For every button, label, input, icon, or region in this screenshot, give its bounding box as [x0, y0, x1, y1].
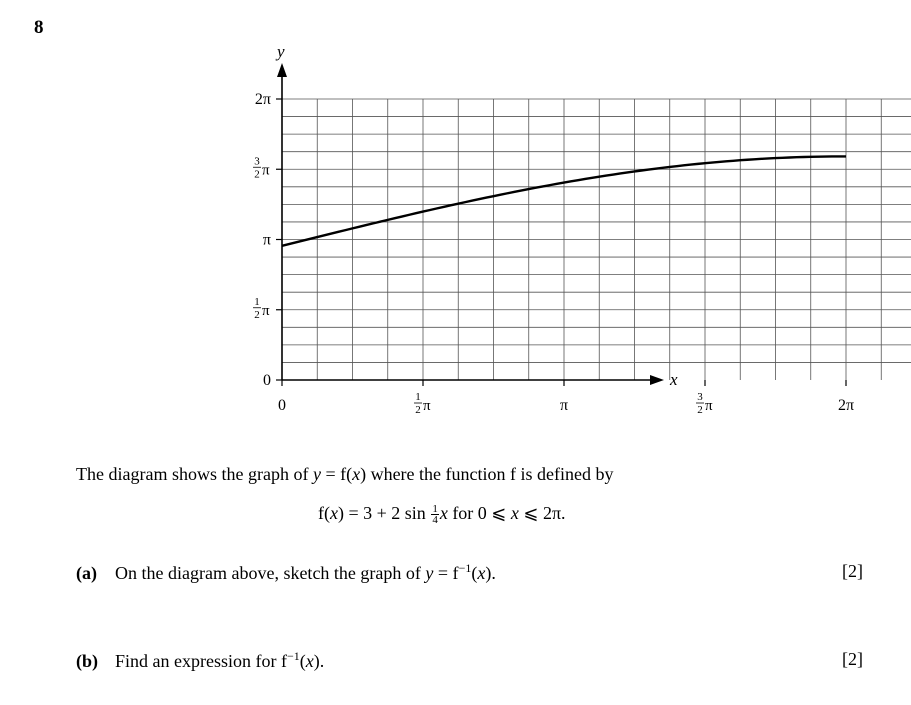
formula-fraction	[431, 504, 439, 525]
part-b-var-x: x	[305, 651, 314, 671]
axes	[277, 63, 664, 385]
x-axis-arrow	[650, 375, 664, 385]
part-a-eq: = f	[433, 563, 459, 583]
x-axis-label: x	[670, 370, 678, 389]
y-tick-label-num: 3	[254, 155, 260, 168]
part-a-inverse-sup: −1	[458, 561, 472, 575]
x-tick-label-pi: π	[705, 398, 713, 414]
y-tick-label-text: 0	[263, 372, 271, 389]
intro-text-1: The diagram shows the graph of	[76, 464, 313, 484]
y-tick-label-num: 1	[254, 295, 260, 308]
x-tick-label-den: 2	[697, 404, 703, 416]
y-tick-label	[255, 91, 271, 108]
y-tick-label-text: π	[262, 231, 271, 249]
x-tick-label-text: 2π	[837, 397, 855, 414]
grid-lines	[282, 99, 911, 380]
y-axis-arrow	[277, 63, 287, 77]
y-tick-label	[263, 372, 271, 389]
y-tick-label-pi: π	[262, 162, 270, 179]
part-b-inverse-sup: −1	[286, 649, 300, 663]
x-tick-label	[696, 391, 713, 416]
part-a-var-x: x	[477, 563, 486, 583]
part-b-marks: [2]	[842, 649, 863, 669]
y-tick-label	[253, 296, 270, 321]
y-tick-label-den: 2	[254, 168, 260, 181]
formula-for: for 0 ⩽	[447, 503, 511, 523]
part-a	[76, 561, 496, 584]
y-tick-label	[253, 155, 270, 180]
x-tick-label	[414, 391, 431, 416]
part-b	[76, 649, 324, 672]
part-a-close: ).	[485, 563, 496, 583]
intro-text-2: ) where the function f is defined by	[360, 464, 614, 484]
formula-mid: ) = 3 + 2 sin	[338, 503, 431, 523]
x-tick-label-text: π	[559, 397, 569, 414]
formula-end: ⩽ 2π.	[518, 503, 566, 523]
part-b-text: Find an expression for f	[115, 651, 287, 671]
x-tick-label-pi: π	[423, 398, 431, 414]
y-tick-label-pi: π	[262, 302, 270, 319]
y-tick-label	[263, 232, 271, 249]
x-tick-label-text: 0	[278, 397, 286, 414]
x-tick-label-den: 2	[415, 404, 421, 416]
tick-marks	[276, 99, 911, 386]
x-tick-label	[560, 397, 568, 414]
formula-x1: x	[330, 503, 338, 523]
x-tick-label-num: 3	[697, 391, 703, 403]
part-a-marks: [2]	[842, 561, 863, 581]
intro-var-x: x	[352, 464, 361, 484]
x-tick-label	[278, 397, 286, 414]
y-tick-label-den: 2	[254, 308, 260, 321]
y-tick-label-text: 2π	[254, 91, 271, 108]
question-number: 8	[34, 17, 44, 38]
intro-text	[76, 464, 614, 485]
part-a-open: (	[471, 563, 478, 583]
part-a-label: (a)	[76, 563, 97, 583]
part-a-var-y: y	[425, 563, 434, 583]
part-b-open: (	[299, 651, 306, 671]
formula-frac-num: 1	[432, 503, 438, 516]
formula-frac-den: 4	[432, 514, 438, 527]
formula-x3: x	[510, 503, 519, 523]
y-axis-label: y	[277, 42, 285, 61]
formula-x2: x	[439, 503, 448, 523]
part-b-close: ).	[313, 651, 325, 671]
part-b-label: (b)	[76, 651, 98, 671]
x-tick-label-num: 1	[415, 391, 421, 403]
formula-f: f(	[318, 503, 330, 523]
intro-var-y: y	[312, 464, 321, 484]
function-definition	[318, 503, 566, 525]
part-a-text: On the diagram above, sketch the graph of	[115, 563, 426, 583]
intro-eq: = f(	[320, 464, 353, 484]
x-tick-label	[838, 397, 854, 414]
